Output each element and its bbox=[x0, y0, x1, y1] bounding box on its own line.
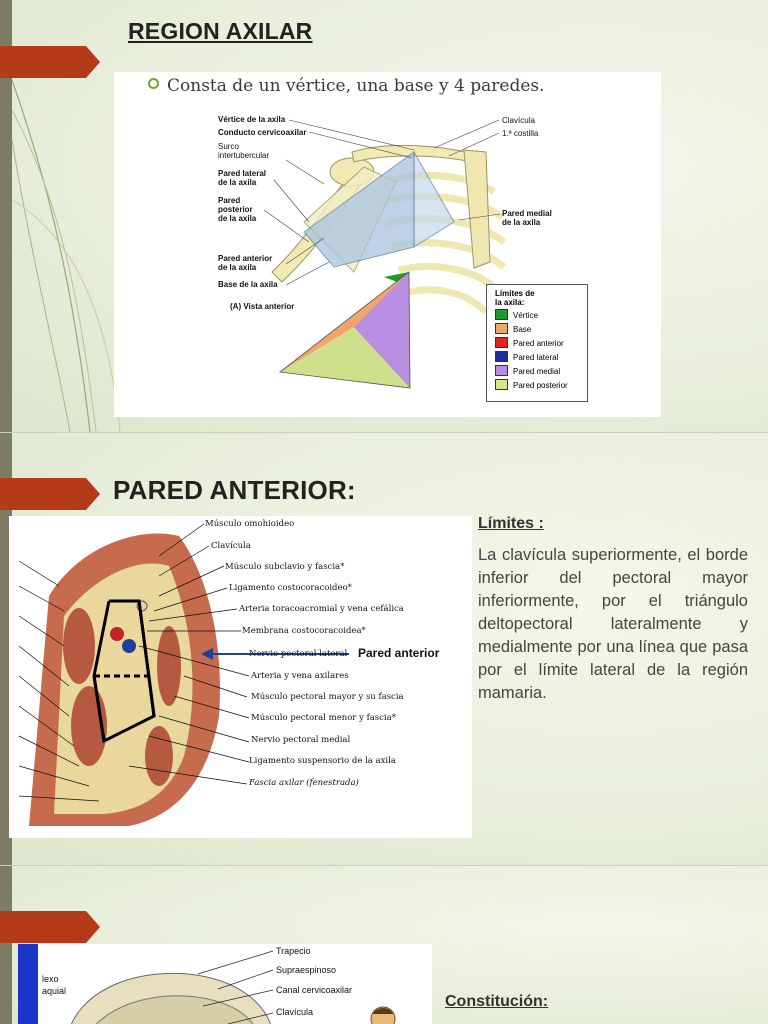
label-pared-anterior-2: de la axila bbox=[218, 263, 257, 272]
bullet-text: Consta de un vértice, una base y 4 paredes. bbox=[167, 76, 545, 96]
title-arrow-marker bbox=[0, 911, 100, 943]
label-membrana: Membrana costocoracoidea* bbox=[242, 626, 366, 636]
limits-heading: Límites : bbox=[478, 515, 544, 532]
label-omohioideo: Músculo omohioideo bbox=[205, 519, 295, 529]
label-nervio-medial: Nervio pectoral medial bbox=[251, 735, 351, 745]
label-intertubercular: intertubercular bbox=[218, 151, 270, 160]
label-ligamento: Ligamento suspensorio de la axila bbox=[249, 756, 396, 766]
label-clavicula: Clavícula bbox=[276, 1007, 314, 1017]
label-clavicula: Clavícula bbox=[502, 116, 535, 125]
pared-anterior-diagram bbox=[9, 516, 472, 838]
legend-item-pared-posterior: Pared posterior bbox=[495, 379, 568, 389]
label-axilares: Arteria y vena axilares bbox=[251, 671, 349, 681]
label-surco: Surco bbox=[218, 142, 239, 151]
axilla-diagram bbox=[114, 72, 661, 417]
label-conducto: Conducto cervicoaxilar bbox=[218, 128, 307, 137]
slide-pared-anterior bbox=[0, 433, 768, 865]
label-pared-medial-2: de la axila bbox=[502, 218, 541, 227]
label-trapecio: Trapecio bbox=[276, 946, 311, 956]
slide-title: REGION AXILAR bbox=[128, 18, 313, 44]
label-subclavio: Músculo subclavio y fascia* bbox=[225, 562, 345, 572]
label-pared-anterior: Pared anterior bbox=[218, 254, 273, 263]
label-pared-posterior: Pared bbox=[218, 196, 241, 205]
legend-item-pared-lateral: Pared lateral bbox=[495, 351, 558, 361]
constitution-heading: Constitución: bbox=[445, 993, 549, 1010]
label-costocoracoideo: Ligamento costocoracoideo* bbox=[229, 583, 352, 593]
label-supraespinoso: Supraespinoso bbox=[276, 965, 337, 975]
label-vertice: Vértice de la axila bbox=[218, 115, 286, 124]
legend-title: Límites de la axila: bbox=[495, 289, 535, 307]
figure-caption: (A) Vista anterior bbox=[230, 302, 295, 311]
label-clavicula: Clavícula bbox=[211, 541, 251, 551]
label-nervio-lateral: Nervio pectoral lateral bbox=[249, 649, 348, 659]
slide-left-bar bbox=[0, 866, 12, 1024]
label-fascia: Fascia axilar (fenestrada) bbox=[249, 778, 359, 788]
legend-item-base: Base bbox=[495, 323, 531, 333]
legend-item-pared-medial: Pared medial bbox=[495, 365, 560, 375]
label-pectoral-menor: Músculo pectoral menor y fascia* bbox=[251, 713, 396, 723]
label-pared-lateral: Pared lateral bbox=[218, 169, 267, 178]
title-arrow-marker bbox=[0, 46, 100, 78]
label-toracoacromial: Arteria toracoacromial y vena cefálica bbox=[239, 604, 404, 614]
title-arrow-marker bbox=[0, 478, 100, 510]
label-costilla: 1.ª costilla bbox=[502, 129, 539, 138]
pared-anterior-pointer-label: Pared anterior bbox=[358, 646, 440, 660]
legend bbox=[486, 284, 588, 402]
label-lexo: lexo bbox=[42, 974, 59, 984]
slide-constitucion bbox=[0, 866, 768, 1024]
legend-item-pared-anterior: Pared anterior bbox=[495, 337, 564, 347]
slide-region-axilar bbox=[0, 0, 768, 432]
label-pared-posterior-3: de la axila bbox=[218, 214, 257, 223]
label-aquial: aquial bbox=[42, 986, 67, 996]
figure-person-icon bbox=[368, 1004, 398, 1024]
label-pared-medial: Pared medial bbox=[502, 209, 552, 218]
shoulder-section-diagram bbox=[18, 944, 432, 1024]
label-pectoral-mayor: Músculo pectoral mayor y su fascia bbox=[251, 692, 404, 702]
slide-title: PARED ANTERIOR: bbox=[113, 475, 356, 505]
label-pared-lateral-2: de la axila bbox=[218, 178, 257, 187]
legend-item-vertice: Vértice bbox=[495, 309, 538, 319]
label-base: Base de la axila bbox=[218, 280, 278, 289]
label-canal: Canal cervicoaxilar bbox=[276, 985, 353, 995]
label-pared-posterior-2: posterior bbox=[218, 205, 253, 214]
limits-paragraph: La clavícula superiormente, el borde inferior del pectoral mayor inferiormente, por el triángulo deltopectoral lateralmente y medialmente por una línea que pasa por el límite lateral de la región mamaria. bbox=[478, 546, 748, 702]
